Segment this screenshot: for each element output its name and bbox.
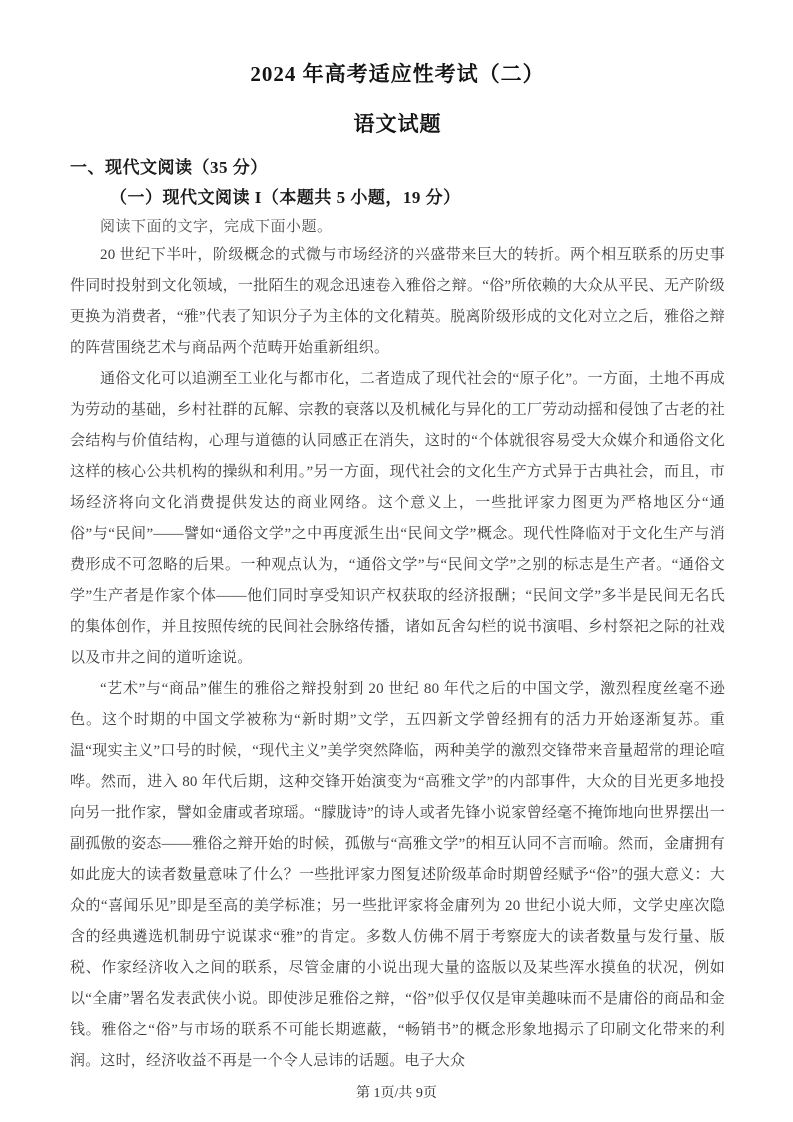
section-heading-modern-reading: 一、现代文阅读（35 分） (70, 158, 268, 177)
paper-subject-title: 语文试题 (353, 112, 442, 136)
exam-title: 2024 年高考适应性考试（二） (250, 62, 545, 86)
page-number-indicator: 第 1页/共 9页 (356, 1086, 437, 1101)
body-paragraph-1: 20 世纪下半叶，阶级概念的式微与市场经济的兴盛带来巨大的转折。两个相互联系的历史事件同时投射到文化领域，一批陌生的观念迅速卷入雅俗之辩。“俗”所依赖的大众从平民、无产阶级更换为消费者，“雅”代表了知识分子为主体的文化精英。脱离阶级形成的文化对立之后，雅俗之辩的阵营围绕艺术与商品两个范畴开始重新组织。 (70, 247, 725, 356)
body-paragraph-2: 通俗文化可以追溯至工业化与都市化，二者造成了现代社会的“原子化”。一方面，土地不再成为劳动的基础，乡村社群的瓦解、宗教的衰落以及机械化与异化的工厂劳动动摇和侵蚀了古老的社会结构与价值结构，心理与道德的认同感正在消失，这时的“个体就很容易受大众媒介和通俗文化这样的核心公共机构的操纵和利用。”另一方面，现代社会的文化生产方式异于古典社会，而且，市场经济将向文化消费提供发达的商业网络。这个意义上，一些批评家力图更为严格地区分“通俗”与“民间”——譬如“通俗文学”之中再度派生出“民间文学”概念。现代性降临对于文化生产与消费形成不可忽略的后果。一种观点认为，“通俗文学”与“民间文学”之别的标志是生产者。“通俗文学”生产者是作家个体——他们同时享受知识产权获取的经济报酬；“民间文学”多半是民间无名氏的集体创作，并且按照传统的民间社会脉络传播，诸如瓦舍勾栏的说书演唱、乡村祭祀之际的社戏以及市井之间的道听途说。 (70, 371, 725, 666)
reading-instruction: 阅读下面的文字，完成下面小题。 (100, 219, 333, 235)
body-paragraph-3: “艺术”与“商品”催生的雅俗之辩投射到 20 世纪 80 年代之后的中国文学，激烈程度丝毫不逊色。这个时期的中国文学被称为“新时期”文学，五四新文学曾经拥有的活力开始逐渐复苏。重温“现实主义”口号的时候，“现代主义”美学突然降临，两种美学的激烈交锋带来音量超常的理论喧哗。然而，进入 80 年代后期，这种交锋开始演变为“高雅文学”的内部事件，大众的目光更多地投向另一批作家，譬如金庸或者琼瑶。“朦胧诗”的诗人或者先锋小说家曾经毫不掩饰地向世界摆出一副孤傲的姿态——雅俗之辩开始的时候，孤傲与“高雅文学”的相互认同不言而喻。然而，金庸拥有如此庞大的读者数量意味了什么？一些批评家力图复述阶级革命时期曾经赋予“俗”的强大意义：大众的“喜闻乐见”即是至高的美学标准；另一些批评家将金庸列为 20 世纪小说大师，文学史座次隐含的经典遴选机制毋宁说谋求“雅”的肯定。多数人仿佛不屑于考察庞大的读者数量与发行量、版税、作家经济收入之间的联系，尽管金庸的小说出现大量的盗版以及某些浑水摸鱼的状况，例如以“全庸”署名发表武侠小说。即使涉足雅俗之辩，“俗”似乎仅仅是审美趣味而不是庸俗的商品和金钱。雅俗之“俗”与市场的联系不可能长期遮蔽，“畅销书”的概念形象地揭示了印刷文化带来的利润。这时，经济收益不再是一个令人忌讳的话题。电子大众 (70, 681, 725, 1069)
subsection-heading-reading-one: （一）现代文阅读 I（本题共 5 小题，19 分） (110, 188, 461, 207)
